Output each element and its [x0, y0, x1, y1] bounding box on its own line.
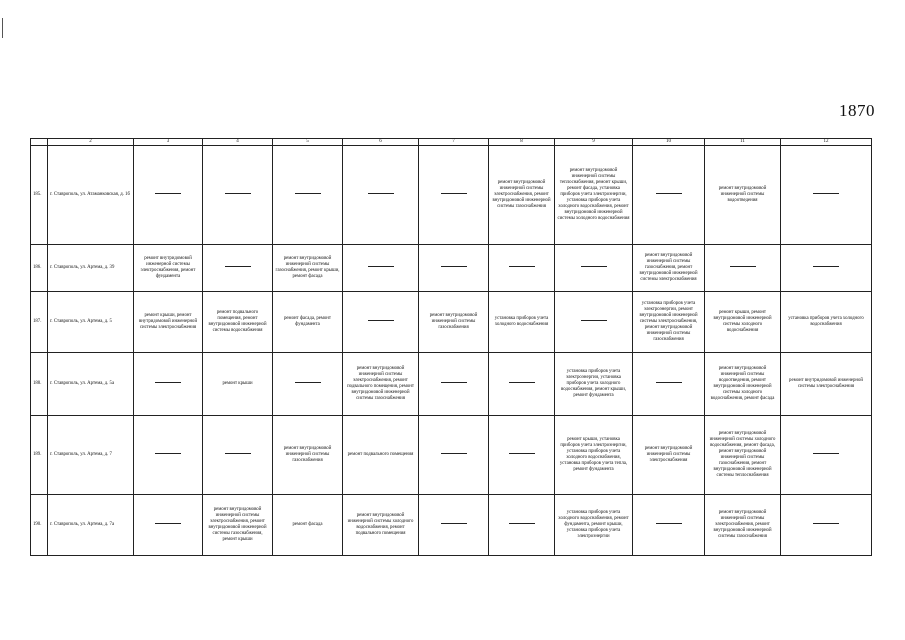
col-11-cell: ремонт внутридомовой инженерной системы водоотведения	[705, 146, 781, 245]
dash-mark	[225, 453, 251, 454]
col-8-cell: установка приборов учета холодного водоснабжения	[489, 292, 555, 353]
col-12-cell	[781, 245, 872, 292]
dash-mark	[155, 193, 181, 194]
col-8-cell	[489, 416, 555, 495]
address-cell: г. Ставрополь, ул. Артема, д. 7а	[48, 495, 134, 556]
dash-mark	[656, 382, 682, 383]
dash-mark	[813, 453, 839, 454]
col-11-cell: ремонт внутридомовой инженерной системы холодного водоснабжения, ремонт фасада, ремонт внутридомовой инженерной системы газоснабжения, ремонт внутридомовой инженерной системы теплоснабжения	[705, 416, 781, 495]
header-cell	[31, 139, 48, 146]
col-3-cell	[134, 146, 203, 245]
col-4-cell: ремонт подвального помещения, ремонт внутридомовой инженерной системы водоснабжения	[203, 292, 273, 353]
dash-mark	[441, 453, 467, 454]
dash-mark	[225, 266, 251, 267]
col-10-cell	[633, 146, 705, 245]
col-6-cell	[343, 245, 419, 292]
col-6-cell: ремонт подвального помещения	[343, 416, 419, 495]
col-3-cell: ремонт внутридомовой инженерной системы электроснабжения, ремонт фундамента	[134, 245, 203, 292]
col-5-cell: ремонт внутридомовой инженерной системы газоснабжения	[273, 416, 343, 495]
header-cell: 6	[343, 139, 419, 146]
header-cell: 11	[705, 139, 781, 146]
col-5-cell	[273, 353, 343, 416]
dash-mark	[509, 453, 535, 454]
col-11-cell	[705, 245, 781, 292]
col-7-cell	[419, 146, 489, 245]
col-6-cell	[343, 146, 419, 245]
col-7-cell	[419, 353, 489, 416]
col-12-cell	[781, 495, 872, 556]
col-12-cell: ремонт внутридомовой инженерной системы электроснабжения	[781, 353, 872, 416]
col-4-cell: ремонт внутридомовой инженерной системы электроснабжения, ремонт внутридомовой инженерной системы газоснабжения, ремонт крыши	[203, 495, 273, 556]
header-cell: 12	[781, 139, 872, 146]
header-cell: 2	[48, 139, 134, 146]
table-row	[31, 416, 872, 495]
col-4-cell	[203, 416, 273, 495]
col-9-cell: установка приборов учета электроэнергии, установка приборов учета холодного водоснабжения, ремонт крыши, ремонт фундамента	[555, 353, 633, 416]
col-3-cell: ремонт крыши, ремонт внутридомовой инженерной системы электроснабжения	[134, 292, 203, 353]
dash-mark	[368, 193, 394, 194]
header-cell: 7	[419, 139, 489, 146]
col-7-cell	[419, 495, 489, 556]
col-4-cell	[203, 245, 273, 292]
table-row	[31, 353, 872, 416]
dash-mark	[656, 523, 682, 524]
col-3-cell	[134, 353, 203, 416]
col-10-cell: ремонт внутридомовой инженерной системы газоснабжения, ремонт внутридомовой инженерной системы электроснабжения	[633, 245, 705, 292]
col-12-cell	[781, 416, 872, 495]
header-cell: 10	[633, 139, 705, 146]
col-11-cell: ремонт внутридомовой инженерной системы электроснабжения, ремонт внутридомовой инженерной системы газоснабжения	[705, 495, 781, 556]
address-cell: г. Ставрополь, ул. Артема, д. 5	[48, 292, 134, 353]
header-row	[31, 139, 872, 146]
dash-mark	[581, 266, 607, 267]
dash-mark	[295, 193, 321, 194]
col-6-cell: ремонт внутридомовой инженерной системы электроснабжения, ремонт подвального помещения, ремонт внутридомовой инженерной системы газоснабжения	[343, 353, 419, 416]
col-7-cell: ремонт внутридомовой инженерной системы газоснабжения	[419, 292, 489, 353]
repair-schedule-table	[30, 138, 872, 556]
row-number-cell: 190.	[31, 495, 48, 556]
header-cell: 8	[489, 139, 555, 146]
dash-mark	[155, 453, 181, 454]
header-cell: 9	[555, 139, 633, 146]
col-8-cell: ремонт внутридомовой инженерной системы электроснабжения, ремонт внутридомовой инженерной системы газоснабжения	[489, 146, 555, 245]
col-4-cell	[203, 146, 273, 245]
col-12-cell	[781, 146, 872, 245]
col-10-cell	[633, 495, 705, 556]
col-5-cell: ремонт внутридомовой инженерной системы газоснабжения, ремонт крыши, ремонт фасада	[273, 245, 343, 292]
dash-mark	[225, 193, 251, 194]
col-3-cell	[134, 495, 203, 556]
dash-mark	[813, 523, 839, 524]
col-5-cell: ремонт фасада, ремонт фундамента	[273, 292, 343, 353]
dash-mark	[441, 193, 467, 194]
dash-mark	[509, 523, 535, 524]
col-9-cell: ремонт крыши, установка приборов учета электроэнергии, установка приборов учета холодного водоснабжения, установка приборов учета тепла, ремонт фундамента	[555, 416, 633, 495]
dash-mark	[656, 193, 682, 194]
col-8-cell	[489, 495, 555, 556]
scan-edge-mark	[2, 18, 3, 38]
row-number-cell: 189.	[31, 416, 48, 495]
col-3-cell	[134, 416, 203, 495]
col-9-cell: установка приборов учета холодного водоснабжения, ремонт фундамента, ремонт крыши, установка приборов учета электроэнергии	[555, 495, 633, 556]
row-number-cell: 188.	[31, 353, 48, 416]
col-11-cell: ремонт внутридомовой инженерной системы водоотведения, ремонт внутридомовой инженерной системы холодного водоснабжения, ремонт фасада	[705, 353, 781, 416]
table-row	[31, 292, 872, 353]
col-6-cell	[343, 292, 419, 353]
table-body	[31, 139, 872, 556]
col-12-cell: установка приборов учета холодного водоснабжения	[781, 292, 872, 353]
col-5-cell	[273, 146, 343, 245]
dash-mark	[730, 266, 756, 267]
col-10-cell: установка приборов учета электроэнергии, ремонт внутридомовой инженерной системы электроснабжения, ремонт внутридомовой инженерной системы газоснабжения	[633, 292, 705, 353]
row-number-cell: 187.	[31, 292, 48, 353]
table-row	[31, 146, 872, 245]
col-7-cell	[419, 245, 489, 292]
header-cell: 3	[134, 139, 203, 146]
page-number: 1870	[839, 101, 875, 120]
row-number-cell: 186.	[31, 245, 48, 292]
address-cell: г. Ставрополь, ул. Артема, д. 7	[48, 416, 134, 495]
col-9-cell: ремонт внутридомовой инженерной системы теплоснабжения, ремонт крыши, ремонт фасада, установка приборов учета электроэнергии, установка приборов учета холодного водоснабжения, ремонт внутридомовой инженерной системы холодного водоснабжения	[555, 146, 633, 245]
dash-mark	[368, 266, 394, 267]
address-cell: г. Ставрополь, ул. Артема, д. 39	[48, 245, 134, 292]
dash-mark	[509, 266, 535, 267]
address-cell: г. Ставрополь, ул. Атаманковская, д. 1б	[48, 146, 134, 245]
col-10-cell	[633, 353, 705, 416]
col-10-cell: ремонт внутридомовой инженерной системы электроснабжения	[633, 416, 705, 495]
dash-mark	[155, 523, 181, 524]
dash-mark	[368, 320, 394, 321]
row-number-cell: 185.	[31, 146, 48, 245]
header-cell: 5	[273, 139, 343, 146]
dash-mark	[155, 382, 181, 383]
table-row	[31, 495, 872, 556]
dash-mark	[581, 320, 607, 321]
dash-mark	[441, 382, 467, 383]
col-8-cell	[489, 245, 555, 292]
address-cell: г. Ставрополь, ул. Артема, д. 5а	[48, 353, 134, 416]
col-8-cell	[489, 353, 555, 416]
col-11-cell: ремонт крыши, ремонт внутридомовой инженерной системы холодного водоснабжения	[705, 292, 781, 353]
col-7-cell	[419, 416, 489, 495]
dash-mark	[441, 266, 467, 267]
dash-mark	[441, 523, 467, 524]
col-4-cell: ремонт крыши	[203, 353, 273, 416]
table-row	[31, 245, 872, 292]
col-9-cell	[555, 245, 633, 292]
dash-mark	[509, 382, 535, 383]
dash-mark	[295, 382, 321, 383]
col-9-cell	[555, 292, 633, 353]
col-5-cell: ремонт фасада	[273, 495, 343, 556]
dash-mark	[813, 193, 839, 194]
dash-mark	[813, 266, 839, 267]
col-6-cell: ремонт внутридомовой инженерной системы холодного водоснабжения, ремонт подвального помещения	[343, 495, 419, 556]
header-cell: 4	[203, 139, 273, 146]
